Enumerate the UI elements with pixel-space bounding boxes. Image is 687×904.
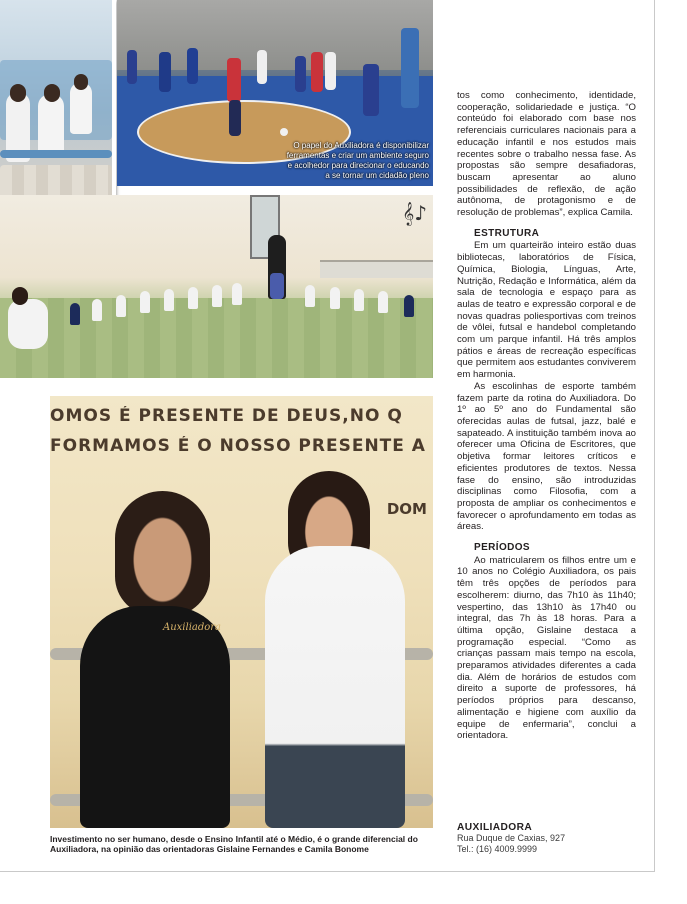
wall-banner-right: DOM [386,500,427,518]
article-paragraph: As escolinhas de esporte também fazem parte da rotina do Auxiliadora. Do 1º ao 5º ano do Fundamental são oferecidas aulas de futsal, jazz, balé e sapateado. A instituição também inova ao oferecer uma Oficina de Escritores, que objetiva formar leitores críticos e eficientes produtores de textos. Nessa fase do ensino, são introduzidas disciplinas como Filosofia, com a proposta de ampliar os conhecimentos e favorecer o aprofundamento em todas as áreas. [457,380,636,533]
child-figure [305,285,315,307]
player-figure [363,64,379,116]
player-figure [311,52,323,92]
photo-dance-room [0,195,433,378]
child-figure [164,289,174,311]
child-figure [188,287,198,309]
child-figure [140,291,150,313]
section-heading-periodos: PERÍODOS [474,542,530,554]
child-figure [212,285,222,307]
player-figure [159,52,171,92]
photo-sports-court [117,0,433,186]
shirt-logo: Auxiliadora [163,622,222,633]
child-figure [116,295,126,317]
teacher-pants [270,273,284,299]
article-column [457,90,636,742]
player-figure [257,50,267,84]
player-figure [295,56,306,92]
wall-banner-line1: OMOS É PRESENTE DE DEUS,NO Q [50,406,403,426]
coach-figure [401,28,419,108]
child-figure [354,289,364,311]
wall-banner-line2: FORMAMOS É O NOSSO PRESENTE A [50,436,426,456]
photo-orientadoras [50,396,433,828]
woman-left-head [115,491,210,616]
section-heading-estrutura: ESTRUTURA [474,227,540,239]
child-figure [38,94,64,156]
article-intro: tos como conhecimento, identidade, cooperação, solidariedade e justiça. “O conteúdo foi elaborado com base nos referenciais curriculares nacionais para a educação infantil e nos estudos mais recentes sobre o trabalho nessa fase. As propostas são sempre desafiadoras, buscam apresentar ao aluno possibilidades de reflexão, de ação autônoma, de protagonismo e de resolução de problemas”, explica Camila. [457,90,636,219]
room-counter [320,260,433,278]
article-paragraph: Ao matricularem os filhos entre um e 10 anos no Colégio Auxiliadora, os pais têm três opções de períodos para escolherem: diurno, das 7h10 às 11h40; vespertino, das 13h10 às 17h40 ou integral, das 7h às 18 horas. Para a última opção, Gislaine destaca a programação especial. “Como as crianças passam mais tempo na escola, preparamos atividades diferentes a cada dia. Além de horários de estudos com direito a suporte de professores, há períodos próprios para descanso, alimentação e higiene com auxílio da equipe de enfermaria”, conclui a orientadora. [457,554,636,742]
child-head [44,84,60,102]
classroom-table-edge [0,150,112,158]
teacher-figure [8,299,48,349]
child-figure [404,295,414,317]
address-title: AUXILIADORA [457,822,533,833]
child-head [10,84,26,102]
player-figure [229,100,241,136]
address-block [457,822,636,855]
player-figure [127,50,137,84]
photo-caption: Investimento no ser humano, desde o Ensino Infantil até o Médio, é o grande diferencial do Auxiliadora, na opinião das orientadoras Gislaine Fernandes e Camila Bonome [50,834,418,854]
player-figure [325,52,336,90]
child-figure [378,291,388,313]
teacher-head [12,287,28,305]
child-head [74,74,88,90]
court-photo-caption: O papel do Auxiliadora é disponibilizar ferramentas e criar um ambiente seguro e acolhedor para direcionar o educando a se tornar um cidadão pleno [286,141,429,180]
address-street: Rua Duque de Caxias, 927 [457,833,566,843]
music-note-icon: 𝄞♪ [402,201,427,225]
player-figure [187,48,198,84]
child-figure [70,303,80,325]
address-phone: Tel.: (16) 4009.9999 [457,844,538,854]
ball [280,128,288,136]
dance-floor-mat [0,298,433,378]
woman-left-figure [80,606,230,828]
child-figure [330,287,340,309]
photo-classroom [0,0,116,208]
player-figure [227,58,241,102]
article-paragraph: Em um quarteirão inteiro estão duas bibliotecas, laboratórios de Física, Química, Biologia, Línguas, Arte, Nutrição, Redação e Informática, além da sala de tecnologia e espaço para as aulas de teatro e expressão corporal e de novas quadras poliesportivas com treinos de vôlei, futsal e handebol completando com um parque infantil. Há três amplos pátios e áreas de recreação específicas que permitem aos estudantes conviverem em harmonia. [457,240,636,381]
woman-right-figure [265,546,405,828]
child-figure [232,283,242,305]
child-figure [92,299,102,321]
